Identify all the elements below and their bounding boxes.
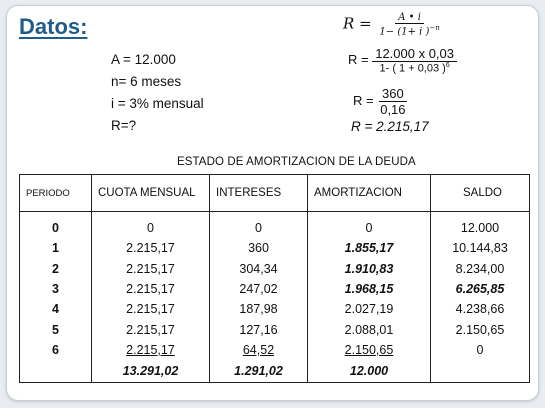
cell-amortization: 1.968,15 — [308, 279, 431, 299]
ratio-formula — [353, 86, 409, 117]
cell-payment: 2.215,17 — [92, 238, 210, 258]
total-period — [20, 360, 92, 383]
cell-amortization: 2.088,01 — [308, 319, 431, 339]
cell-payment: 2.215,17 — [92, 340, 210, 360]
cell-interest: 360 — [210, 238, 308, 258]
cell-period: 6 — [20, 340, 92, 360]
cell-period: 3 — [20, 279, 92, 299]
amortization-table — [19, 174, 530, 383]
subst-denominator: 1- ( 1 + 0,03 )$^6$ — [379, 62, 450, 75]
given-amount: A = 12.000 — [111, 52, 176, 67]
total-balance — [431, 360, 530, 383]
cell-balance: 0 — [431, 340, 530, 360]
formula-lhs: R = — [343, 14, 372, 33]
cell-balance: 10.144,83 — [431, 238, 530, 258]
total-payment: 13.291,02 — [92, 360, 210, 383]
table-row — [20, 299, 530, 319]
cell-balance: 2.150,65 — [431, 319, 530, 339]
table-caption: ESTADO DE AMORTIZACION DE LA DEUDA — [177, 156, 416, 168]
page-title: Datos: — [19, 14, 88, 39]
subst-fraction — [372, 46, 457, 75]
subst-lhs: R = — [348, 51, 369, 67]
cell-amortization: 0 — [308, 212, 431, 239]
substituted-formula — [348, 46, 457, 75]
header-period: PERIODO — [20, 175, 92, 212]
ratio-denominator: 0,16 — [380, 102, 406, 117]
table-row — [20, 238, 530, 258]
general-denominator: 1− (1+ i )$^{-n}$ — [379, 24, 440, 38]
general-numerator: A • i — [395, 12, 424, 24]
cell-interest: 247,02 — [210, 279, 308, 299]
given-rate: i = 3% mensual — [111, 96, 204, 111]
cell-balance: 4.238,66 — [431, 299, 530, 319]
ratio-numerator: 360 — [379, 86, 407, 102]
cell-balance: 12.000 — [431, 212, 530, 239]
total-amortization: 12.000 — [308, 360, 431, 383]
given-periods: n= 6 meses — [111, 74, 182, 89]
table-row — [20, 340, 530, 360]
cell-period: 1 — [20, 238, 92, 258]
cell-period: 2 — [20, 259, 92, 279]
header-interest: INTERESES — [210, 175, 308, 212]
slide-card — [6, 5, 539, 401]
cell-payment: 0 — [92, 212, 210, 239]
header-amortization: AMORTIZACION — [308, 175, 431, 212]
cell-amortization: 2.027,19 — [308, 299, 431, 319]
cell-interest: 127,16 — [210, 319, 308, 339]
cell-interest: 64,52 — [210, 340, 308, 360]
cell-interest: 0 — [210, 212, 308, 239]
ratio-fraction — [377, 86, 408, 117]
table-row — [20, 319, 530, 339]
given-unknown: R=? — [111, 118, 137, 133]
cell-payment: 2.215,17 — [92, 299, 210, 319]
cell-period: 5 — [20, 319, 92, 339]
cell-interest: 187,98 — [210, 299, 308, 319]
header-balance: SALDO — [431, 175, 530, 212]
table-row — [20, 259, 530, 279]
general-formula — [343, 12, 443, 37]
table-totals-row — [20, 360, 530, 383]
general-fraction — [376, 12, 442, 37]
cell-payment: 2.215,17 — [92, 319, 210, 339]
cell-amortization: 1.910,83 — [308, 259, 431, 279]
table-row — [20, 212, 530, 239]
formula-result: R = 2.215,17 — [351, 119, 429, 134]
cell-interest: 304,34 — [210, 259, 308, 279]
table-header-row — [20, 175, 530, 212]
ratio-lhs: R = — [353, 92, 374, 108]
cell-period: 4 — [20, 299, 92, 319]
cell-payment: 2.215,17 — [92, 279, 210, 299]
total-interest: 1.291,02 — [210, 360, 308, 383]
cell-amortization: 1.855,17 — [308, 238, 431, 258]
subst-numerator: 12.000 x 0,03 — [372, 46, 457, 62]
cell-balance: 6.265,85 — [431, 279, 530, 299]
cell-period: 0 — [20, 212, 92, 239]
cell-payment: 2.215,17 — [92, 259, 210, 279]
table-row — [20, 279, 530, 299]
header-monthly-payment: CUOTA MENSUAL — [92, 175, 210, 212]
cell-amortization: 2.150,65 — [308, 340, 431, 360]
cell-balance: 8.234,00 — [431, 259, 530, 279]
